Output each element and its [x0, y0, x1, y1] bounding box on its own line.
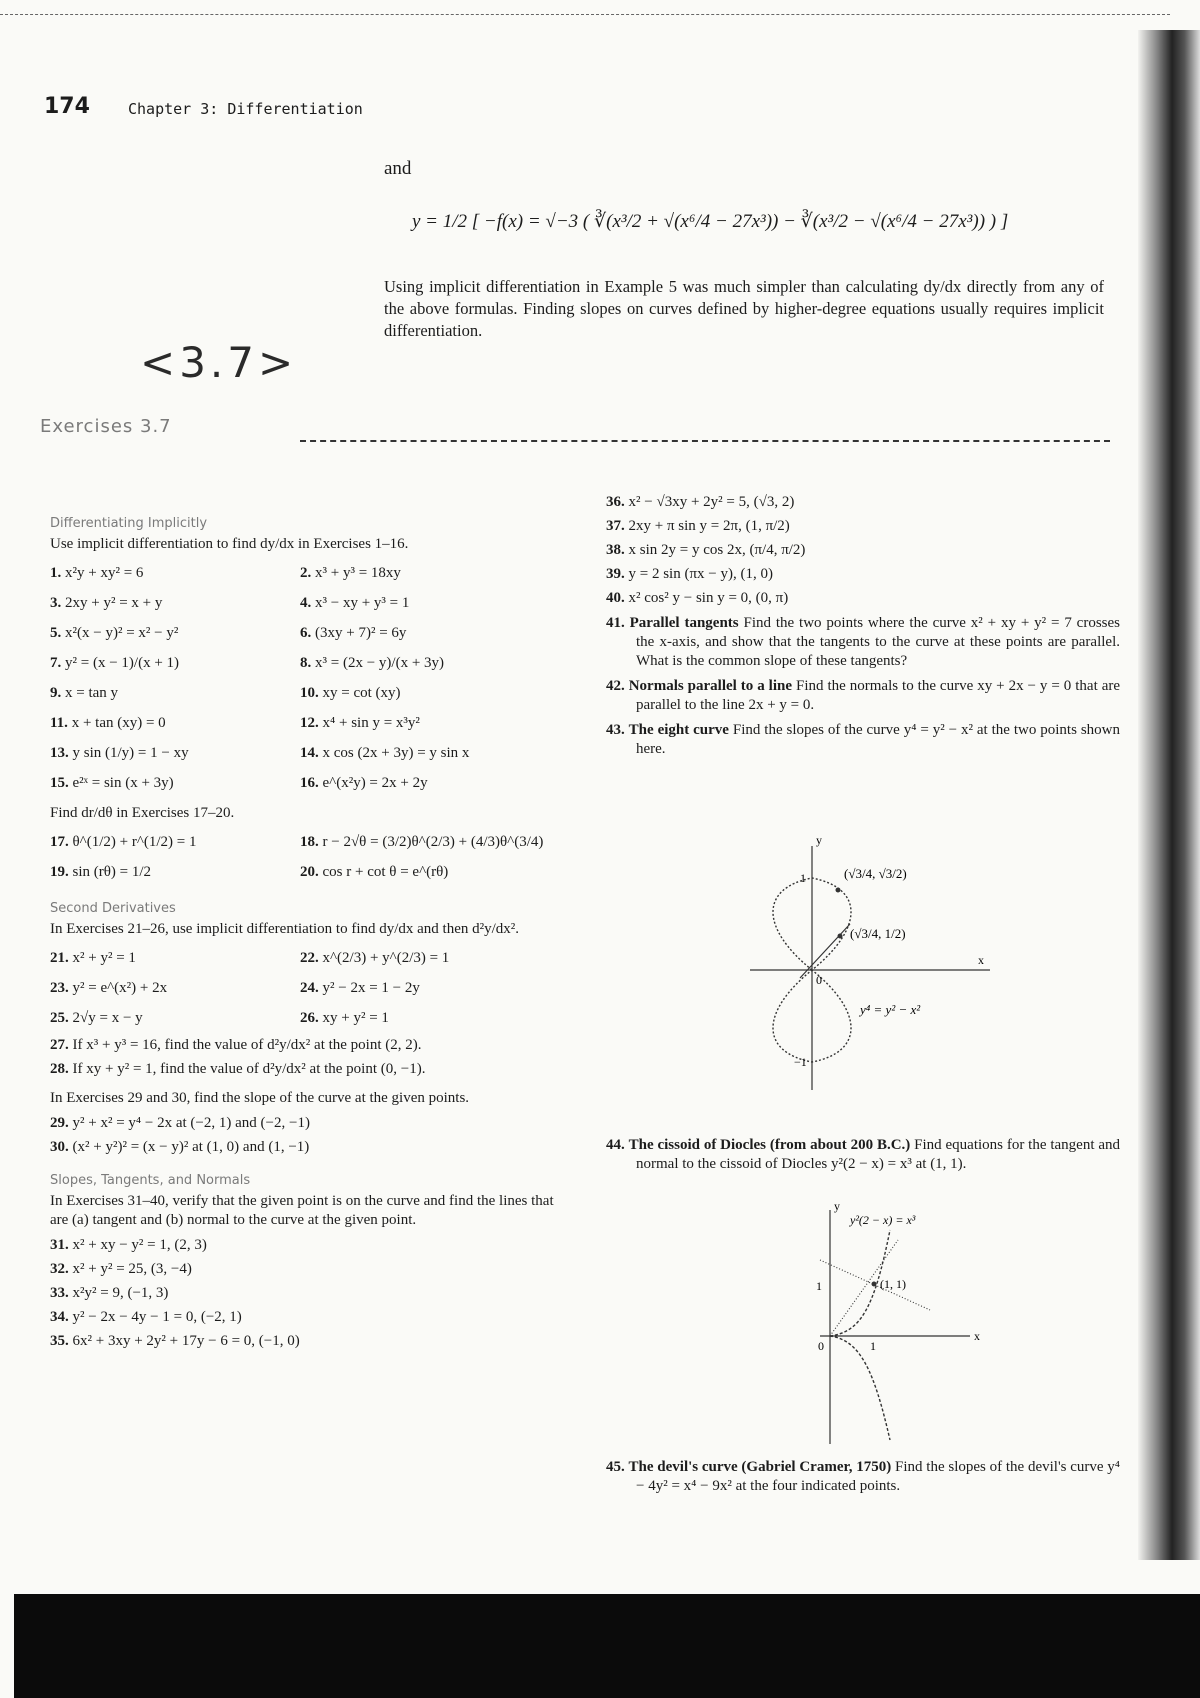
exercise-number: 38. — [606, 542, 625, 558]
exercise-item — [606, 541, 1120, 560]
exercise-pair — [50, 620, 570, 646]
exercise-expression: x = tan y — [65, 684, 119, 701]
exercise-expression: x²y² = 9, (−1, 3) — [72, 1285, 169, 1301]
exercise-expression: y² + x² = y⁴ − 2x at (−2, 1) and (−2, −1) — [72, 1115, 310, 1131]
right-column — [606, 488, 1120, 765]
exercise-number: 12. — [300, 714, 319, 731]
exercise-number: 33. — [50, 1285, 69, 1301]
exercise-number: 40. — [606, 590, 625, 606]
exercise-expression: sin (rθ) = 1/2 — [72, 863, 152, 880]
exercise-expression: e^(x²y) = 2x + 2y — [322, 774, 428, 791]
origin-label: 0 — [816, 973, 822, 987]
exercise-pair — [50, 975, 570, 1001]
exercise-number: 16. — [300, 774, 319, 791]
handwritten-annotation: <3.7> — [140, 338, 298, 387]
exercise-pair — [50, 829, 570, 855]
exercise-expression: x³ − xy + y³ = 1 — [315, 594, 410, 611]
exercise-pair — [50, 945, 570, 971]
exercise-number: 14. — [300, 744, 319, 761]
exercise-item — [50, 1114, 570, 1133]
exercise-pair — [50, 650, 570, 676]
exercise-expression: x²y + xy² = 6 — [65, 564, 144, 581]
exercise-pair — [50, 590, 570, 616]
exercise-item — [50, 1284, 570, 1303]
exercise-number: 3. — [50, 594, 62, 611]
exercise-number: 10. — [300, 684, 319, 701]
exercise-expression: x² + y² = 1 — [72, 949, 136, 966]
exercise-pair — [50, 680, 570, 706]
exercise-number: 35. — [50, 1333, 69, 1349]
exercise-expression: x cos (2x + 3y) = y sin x — [322, 744, 470, 761]
section-heading: Differentiating Implicitly — [50, 516, 208, 531]
exercise-number: 22. — [300, 949, 319, 966]
exercise-expression: x²(x − y)² = x² − y² — [65, 624, 179, 641]
exercise-expression: cos r + cot θ = e^(rθ) — [322, 863, 449, 880]
exercise-number: 37. — [606, 518, 625, 534]
exercise-expression: 2√y = x − y — [72, 1009, 143, 1026]
exercise-expression: y² − 2x − 4y − 1 = 0, (−2, 1) — [72, 1309, 242, 1325]
section-heading: Second Derivatives — [50, 901, 176, 916]
exercise-number: 26. — [300, 1009, 319, 1026]
exercise-number: 17. — [50, 833, 69, 850]
exercise-expression: y² = e^(x²) + 2x — [72, 979, 168, 996]
exercise-item — [606, 493, 1120, 512]
point-label: (√3/4, 1/2) — [850, 926, 906, 941]
page-number: 174 — [44, 94, 90, 119]
exercise-43: 43. The eight curve Find the slopes of the curve y⁴ = y² − x² at the two points shown here. — [606, 722, 1121, 757]
instructions: Find dr/dθ in Exercises 17–20. — [50, 805, 235, 821]
exercise-item — [50, 1236, 570, 1255]
exercise-expression: y² − 2x = 1 − 2y — [322, 979, 420, 996]
exercise-expression: 6x² + 3xy + 2y² + 17y − 6 = 0, (−1, 0) — [72, 1333, 300, 1349]
exercise-number: 29. — [50, 1115, 69, 1131]
exercise-number: 36. — [606, 494, 625, 510]
exercise-number: 5. — [50, 624, 62, 641]
exercise-expression: (3xy + 7)² = 6y — [315, 624, 407, 641]
exercise-45-block — [606, 1452, 1120, 1502]
exercises-heading: Exercises 3.7 — [40, 416, 172, 437]
exercise-expression: θ^(1/2) + r^(1/2) = 1 — [72, 833, 197, 850]
exercise-number: 28. — [50, 1061, 69, 1077]
exercise-expression: x⁴ + sin y = x³y² — [322, 714, 420, 731]
exercise-number: 31. — [50, 1237, 69, 1253]
x-axis-label: x — [974, 1329, 980, 1343]
scan-dark-border — [14, 1594, 1200, 1698]
point-label: (1, 1) — [880, 1277, 906, 1291]
exercise-number: 15. — [50, 774, 69, 791]
exercise-item — [50, 1138, 570, 1157]
exercise-number: 13. — [50, 744, 69, 761]
exercise-pair — [50, 770, 570, 796]
exercise-expression: e²ˣ = sin (x + 3y) — [72, 774, 174, 791]
exercise-expression: y sin (1/y) = 1 − xy — [72, 744, 189, 761]
exercise-pair — [50, 859, 570, 885]
exercise-expression: If x³ + y³ = 16, find the value of d²y/dx² at the point (2, 2). — [72, 1037, 422, 1053]
exercise-expression: (x² + y²)² = (x − y)² at (1, 0) and (1, −1) — [72, 1139, 310, 1155]
intro-and: and — [384, 158, 412, 179]
exercise-number: 9. — [50, 684, 62, 701]
exercise-number: 7. — [50, 654, 62, 671]
exercise-pair — [50, 1005, 570, 1031]
exercise-expression: y = 2 sin (πx − y), (1, 0) — [628, 566, 773, 582]
chapter-title: Chapter 3: Differentiation — [128, 100, 363, 118]
exercise-expression: x² + y² = 25, (3, −4) — [72, 1261, 192, 1277]
exercise-number: 4. — [300, 594, 312, 611]
exercise-number: 23. — [50, 979, 69, 996]
exercise-item — [50, 1060, 570, 1079]
exercise-expression: If xy + y² = 1, find the value of d²y/dx² at the point (0, −1). — [72, 1061, 426, 1077]
exercise-number: 20. — [300, 863, 319, 880]
exercise-pair — [50, 740, 570, 766]
exercise-item — [50, 1036, 570, 1055]
tick-label: 1 — [816, 1279, 822, 1293]
y-axis-label: y — [834, 1200, 840, 1213]
exercise-number: 25. — [50, 1009, 69, 1026]
exercise-pair — [50, 710, 570, 736]
exercise-expression: 2xy + y² = x + y — [65, 594, 163, 611]
exercise-number: 39. — [606, 566, 625, 582]
exercise-expression: x² + xy − y² = 1, (2, 3) — [72, 1237, 207, 1253]
intro-paragraph: Using implicit differentiation in Example 5 was much simpler than calculating dy/dx directly from any of the above formulas. Finding slopes on curves defined by higher-degree equations usually requires implicit differentiation. — [384, 277, 1104, 340]
origin-label: 0 — [818, 1339, 824, 1353]
x-axis-label: x — [978, 953, 984, 967]
exercise-item — [50, 1308, 570, 1327]
exercise-number: 24. — [300, 979, 319, 996]
exercise-expression: x sin 2y = y cos 2x, (π/4, π/2) — [628, 542, 806, 558]
exercise-expression: y² = (x − 1)/(x + 1) — [65, 654, 180, 671]
scan-top-line — [0, 14, 1170, 15]
exercise-expression: x² − √3xy + 2y² = 5, (√3, 2) — [628, 494, 795, 510]
tick-label: 1 — [800, 871, 806, 885]
intro-equation: y = 1/2 [ −f(x) = √−3 ( ∛(x³/2 + √(x⁶/4 − 27x³)) − ∛(x³/2 − √(x⁶/4 − 27x³)) ) ] — [412, 211, 1009, 232]
exercise-number: 2. — [300, 564, 312, 581]
cissoid-curve-lower — [830, 1336, 890, 1440]
instructions: In Exercises 21–26, use implicit differentiation to find dy/dx and then d²y/dx². — [50, 921, 520, 937]
exercise-item — [50, 1332, 570, 1351]
exercise-expression: x² cos² y − sin y = 0, (0, π) — [628, 590, 789, 606]
exercise-expression: x^(2/3) + y^(2/3) = 1 — [322, 949, 450, 966]
exercise-number: 21. — [50, 949, 69, 966]
exercise-41: 41. Parallel tangents Find the two points where the curve x² + xy + y² = 7 crosses the x-axis, and show that the tangents to the curve at these points are parallel. What is the common slope of these tangents? — [606, 615, 1120, 669]
point-marker — [838, 934, 843, 939]
exercise-number: 19. — [50, 863, 69, 880]
exercise-item — [606, 565, 1120, 584]
exercise-number: 32. — [50, 1261, 69, 1277]
exercise-pair — [50, 560, 570, 586]
exercise-expression: xy + y² = 1 — [322, 1009, 389, 1026]
instructions: Use implicit differentiation to find dy/dx in Exercises 1–16. — [50, 536, 409, 552]
tick-label: −1 — [794, 1055, 807, 1069]
exercise-expression: r − 2√θ = (3/2)θ^(2/3) + (4/3)θ^(3/4) — [322, 833, 544, 850]
exercise-expression: x + tan (xy) = 0 — [71, 714, 166, 731]
curve-label: y²(2 − x) = x³ — [850, 1213, 916, 1227]
curve-label: y⁴ = y² − x² — [860, 1002, 921, 1017]
book-binding-shadow — [1138, 30, 1200, 1560]
exercise-44-block — [606, 1130, 1120, 1180]
point-label: (√3/4, √3/2) — [844, 866, 907, 881]
left-column — [50, 508, 570, 1356]
tick-label: 1 — [870, 1339, 876, 1353]
point-marker — [872, 1282, 877, 1287]
section-heading: Slopes, Tangents, and Normals — [50, 1173, 251, 1188]
instructions: In Exercises 31–40, verify that the given point is on the curve and find the lines that are (a) tangent and (b) normal to the curve at the given point. — [50, 1193, 554, 1228]
exercise-expression: x³ = (2x − y)/(x + 3y) — [315, 654, 445, 671]
eight-curve-figure — [740, 838, 1000, 1098]
exercise-number: 34. — [50, 1309, 69, 1325]
exercise-45: 45. The devil's curve (Gabriel Cramer, 1750) Find the slopes of the devil's curve y⁴ − 4y² = x⁴ − 9x² at the four indicated points. — [606, 1459, 1121, 1494]
exercise-expression: xy = cot (xy) — [322, 684, 401, 701]
section-divider — [300, 440, 1110, 442]
exercise-item — [606, 517, 1120, 536]
exercise-item — [606, 589, 1120, 608]
exercise-number: 6. — [300, 624, 312, 641]
exercise-expression: 2xy + π sin y = 2π, (1, π/2) — [628, 518, 790, 534]
exercise-number: 30. — [50, 1139, 69, 1155]
y-axis-label: y — [816, 838, 822, 847]
exercise-42: 42. Normals parallel to a line Find the normals to the curve xy + 2x − y = 0 that are parallel to the line 2x + y = 0. — [606, 678, 1121, 713]
exercise-44: 44. The cissoid of Diocles (from about 200 B.C.) Find equations for the tangent and normal to the cissoid of Diocles y²(2 − x) = x³ at (1, 1). — [606, 1137, 1121, 1172]
exercise-number: 1. — [50, 564, 62, 581]
exercise-item — [50, 1260, 570, 1279]
instructions: In Exercises 29 and 30, find the slope of the curve at the given points. — [50, 1090, 470, 1106]
exercise-number: 11. — [50, 714, 68, 731]
exercise-number: 27. — [50, 1037, 69, 1053]
exercise-number: 18. — [300, 833, 319, 850]
exercise-expression: x³ + y³ = 18xy — [315, 564, 401, 581]
cissoid-figure — [790, 1200, 990, 1450]
point-marker — [836, 888, 841, 893]
exercise-number: 8. — [300, 654, 312, 671]
